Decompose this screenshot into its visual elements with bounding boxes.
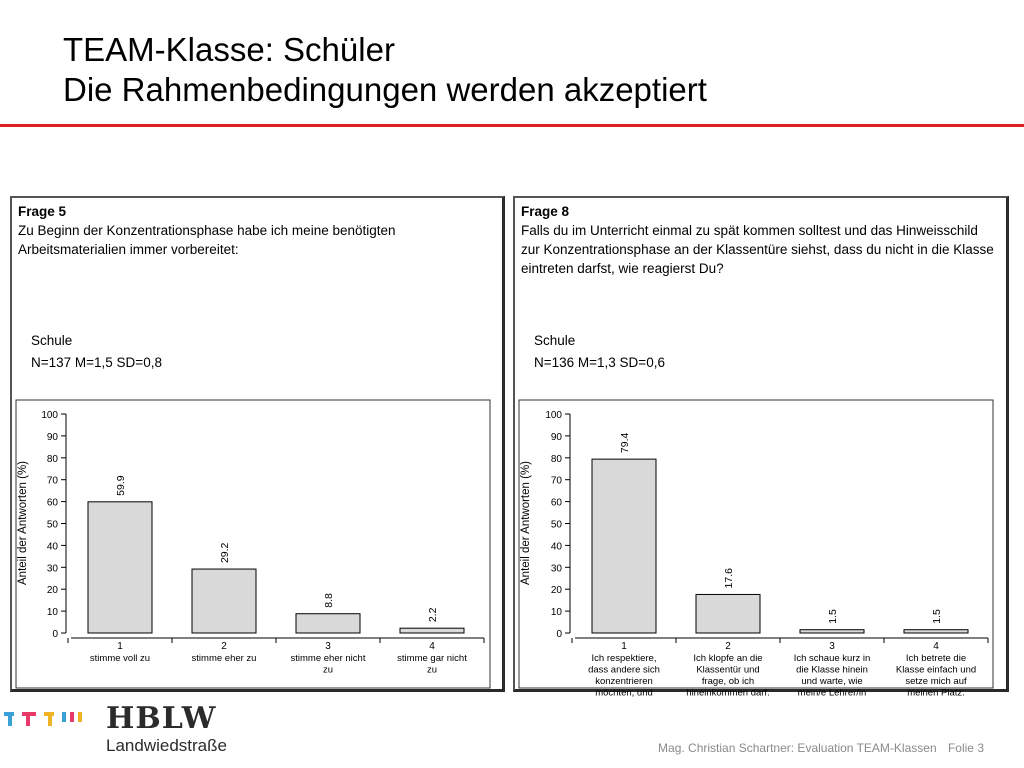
y-tick-label: 90 (550, 431, 562, 443)
category-text: meinen Platz. (907, 687, 965, 699)
bar (904, 630, 968, 633)
category-text: Ich respektiere, (591, 653, 657, 664)
bar-value-label: 2.2 (427, 607, 439, 623)
category-text: stimme eher zu (191, 653, 257, 664)
bar-value-label: 1.5 (827, 609, 839, 624)
y-tick-label: 0 (52, 629, 58, 640)
y-axis-label: Anteil der Antworten (%) (17, 460, 29, 586)
y-tick-label: 30 (550, 563, 562, 575)
logo-stripe (26, 712, 30, 726)
x-tick-label: 1 (117, 641, 123, 652)
y-tick-label: 50 (46, 519, 58, 531)
y-tick-label: 0 (556, 629, 562, 640)
category-text: und warte, wie (801, 676, 863, 687)
bar (88, 502, 152, 633)
bar (296, 614, 360, 633)
logo-wordmark: HBLW (106, 701, 217, 736)
bar-value-label: 17.6 (723, 568, 735, 589)
stats-text: N=136 M=1,3 SD=0,6 (534, 355, 665, 370)
y-tick-label: 80 (46, 453, 58, 465)
slide-title-line2: Die Rahmenbedingungen werden akzeptiert (63, 71, 707, 108)
category-text: Ich klopfe an die (693, 653, 763, 664)
y-tick-label: 100 (545, 410, 562, 421)
category-text: stimme eher nicht (290, 653, 366, 664)
y-tick-label: 10 (46, 607, 58, 619)
stats-text: N=137 M=1,5 SD=0,8 (31, 355, 162, 370)
y-tick-label: 20 (46, 585, 58, 597)
x-tick-label: 3 (325, 641, 331, 652)
slide-title (63, 30, 707, 110)
x-tick-label: 2 (221, 641, 227, 652)
category-text: stimme voll zu (89, 653, 151, 664)
y-tick-label: 70 (550, 475, 562, 487)
question-text: Zu Beginn der Konzentrationsphase habe ich meine benötigten Arbeitsmaterialien immer vorbereitet: (18, 223, 396, 257)
category-text: Klasse einfach und (895, 664, 977, 676)
scan-artifact (758, 186, 788, 190)
bar (696, 594, 760, 633)
x-tick-label: 3 (829, 641, 835, 652)
group-label: Schule (31, 333, 73, 348)
footer (658, 741, 984, 755)
plot-frame (16, 400, 490, 688)
y-tick-label: 90 (46, 431, 58, 443)
category-text: frage, ob ich (701, 676, 755, 687)
y-tick-label: 100 (41, 410, 58, 421)
bar-value-label: 29.2 (219, 542, 231, 564)
y-tick-label: 60 (550, 497, 562, 509)
plot-frame (519, 400, 993, 688)
bar (400, 628, 464, 633)
logo-stripe (62, 712, 66, 722)
logo-stripe (78, 712, 82, 722)
category-text: stimme gar nicht (397, 653, 467, 664)
category-text: mein/e Lehrer/in (797, 687, 867, 699)
question-label: Frage 5 (18, 204, 67, 219)
logo-stripe (70, 712, 74, 722)
x-tick-label: 1 (621, 641, 627, 652)
y-tick-label: 40 (46, 541, 58, 553)
bar (592, 459, 656, 633)
group-label: Schule (534, 333, 576, 348)
category-text: die Klasse hinein (796, 664, 868, 676)
category-text: zu (426, 664, 438, 676)
footer-author: Mag. Christian Schartner: Evaluation TEAM-Klassen (658, 741, 937, 755)
question-text: Falls du im Unterricht einmal zu spät kommen solltest und das Hinweisschild zur Konzentrationsphase an der Klassentüre siehst, dass du nicht in die Klasse eintreten darfst, wie reagierst Du? (521, 223, 994, 276)
y-axis-label: Anteil der Antworten (%) (520, 460, 532, 586)
y-tick-label: 30 (46, 563, 58, 575)
y-tick-label: 10 (550, 607, 562, 619)
y-tick-label: 60 (46, 497, 58, 509)
title-accent-rule (0, 124, 1024, 127)
slide-title-line1: TEAM-Klasse: Schüler (63, 31, 395, 68)
logo-stripe (48, 712, 52, 726)
bar (800, 630, 864, 633)
chart-panel-frage-5 (10, 196, 505, 692)
logo-subtitle: Landwiedstraße (106, 736, 227, 755)
y-tick-label: 70 (46, 475, 58, 487)
category-text: Ich betrete die (905, 653, 967, 664)
bar-value-label: 1.5 (931, 609, 943, 624)
logo-stripes-icon (4, 708, 96, 730)
x-tick-label: 4 (933, 641, 939, 652)
bar-chart-frage-8 (515, 198, 1006, 699)
logo-stripe (8, 712, 12, 726)
category-text: möchten, und (595, 687, 653, 699)
bar-chart-frage-5 (12, 198, 502, 689)
question-label: Frage 8 (521, 204, 570, 219)
category-text: Klassentür und (696, 664, 760, 676)
category-text: zu (322, 664, 334, 676)
footer-page-number: Folie 3 (947, 741, 984, 755)
x-tick-label: 4 (429, 641, 435, 652)
bar-value-label: 8.8 (323, 593, 335, 608)
x-tick-label: 2 (725, 641, 731, 652)
category-text: hineinkommen darf. (686, 687, 770, 699)
category-text: setze mich auf (905, 676, 967, 687)
y-tick-label: 40 (550, 541, 562, 553)
y-tick-label: 50 (550, 519, 562, 531)
y-tick-label: 20 (550, 585, 562, 597)
category-text: Ich schaue kurz in (793, 653, 871, 664)
category-text: dass andere sich (588, 664, 660, 676)
y-tick-label: 80 (550, 453, 562, 465)
category-text: konzentrieren (595, 676, 653, 687)
bar-value-label: 79.4 (619, 432, 631, 454)
bar-value-label: 59.9 (115, 475, 127, 496)
chart-panel-frage-8 (513, 196, 1009, 699)
bar (192, 569, 256, 633)
